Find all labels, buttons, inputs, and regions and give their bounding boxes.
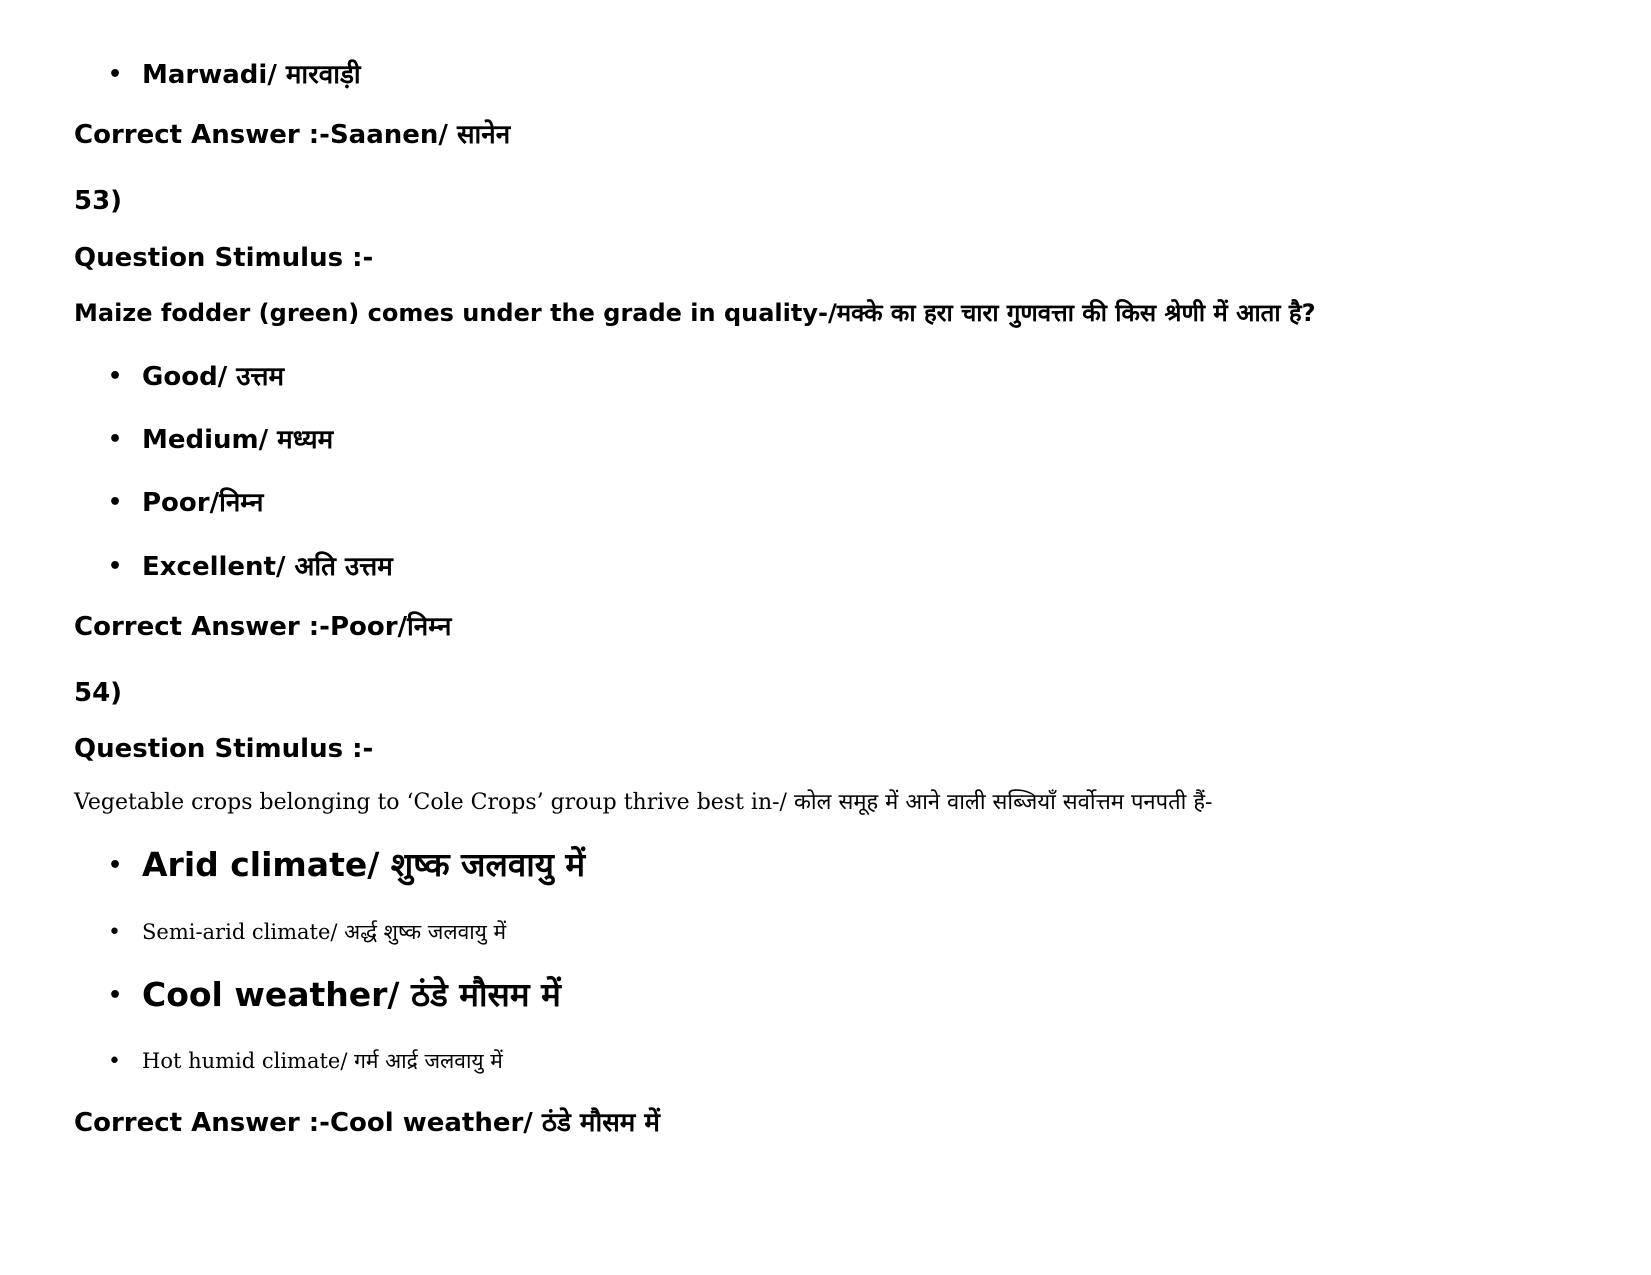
question-stimulus-label: Question Stimulus :- [74, 243, 374, 273]
question-stimulus-label: Question Stimulus :- [74, 734, 374, 764]
option-item [108, 845, 585, 885]
bullet-icon: • [108, 1049, 121, 1075]
option-text: Good/ उत्तम [142, 362, 284, 392]
question-number: 54) [74, 678, 123, 708]
option-text: Poor/निम्न [142, 488, 264, 518]
option-item [108, 488, 263, 519]
option-text: Hot humid climate/ गर्म आर्द्र जलवायु में [142, 1049, 503, 1073]
option-item [108, 60, 361, 91]
question-number: 53) [74, 186, 123, 216]
option-text: Semi-arid climate/ अर्द्ध शुष्क जलवायु में [142, 920, 507, 944]
option-text: Arid climate/ शुष्क जलवायु में [142, 845, 586, 884]
correct-answer: Correct Answer :-Cool weather/ ठंडे मौसम में [74, 1108, 660, 1138]
option-text: Marwadi/ मारवाड़ी [142, 60, 361, 90]
bullet-icon: • [108, 853, 123, 879]
option-text: Medium/ मध्यम [142, 425, 334, 455]
bullet-icon: • [108, 490, 123, 516]
bullet-icon: • [108, 920, 121, 946]
correct-answer: Correct Answer :-Saanen/ सानेन [74, 120, 511, 150]
option-item [108, 552, 393, 583]
option-item [108, 362, 284, 393]
bullet-icon: • [108, 427, 123, 453]
correct-answer: Correct Answer :-Poor/निम्न [74, 612, 452, 642]
option-text: Excellent/ अति उत्तम [142, 552, 393, 582]
option-item [108, 1049, 503, 1076]
question-text: Vegetable crops belonging to ‘Cole Crops’ group thrive best in-/ कोल समूह में आने वाली सब्जियाँ सर्वोत्तम पनपती हैं- [74, 790, 1213, 815]
option-text: Cool weather/ ठंडे मौसम में [142, 975, 561, 1014]
bullet-icon: • [108, 364, 123, 390]
bullet-icon: • [108, 554, 123, 580]
bullet-icon: • [108, 62, 123, 88]
question-text: Maize fodder (green) comes under the grade in quality-/मक्के का हरा चारा गुणवत्ता की किस श्रेणी में आता है? [74, 299, 1316, 327]
option-item [108, 920, 506, 947]
option-item [108, 425, 333, 456]
bullet-icon: • [108, 983, 123, 1009]
option-item [108, 975, 561, 1015]
